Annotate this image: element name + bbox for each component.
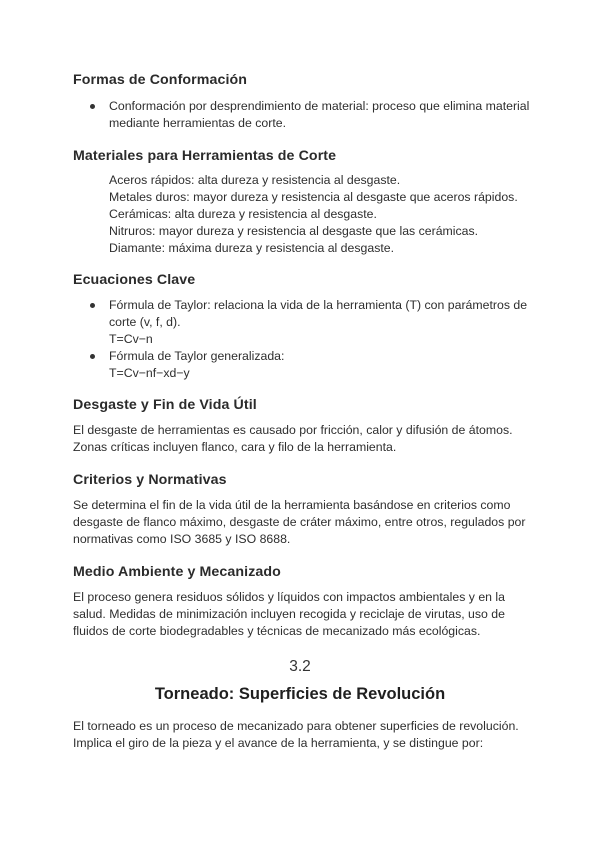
section-number: 3.2 xyxy=(289,658,311,675)
material-line: Cerámicas: alta dureza y resistencia al desgaste. xyxy=(109,207,377,221)
paragraph-medio: El proceso genera residuos sólidos y líquidos con impactos ambientales y en la salud. Medidas de minimización incluyen recogida y reciclaje de virutas, uso de fluidos de corte biodegradables y técnicas de mecanizado más ecológicas. xyxy=(73,590,505,638)
chapter-title: Torneado: Superficies de Revolución xyxy=(154,685,446,703)
list-item xyxy=(73,348,543,382)
heading-materiales: Materiales para Herramientas de Corte xyxy=(73,148,337,164)
bullet-icon xyxy=(90,104,95,109)
paragraph-desgaste: El desgaste de herramientas es causado por fricción, calor y difusión de átomos. Zonas críticas incluyen flanco, cara y filo de la herramienta. xyxy=(73,423,513,454)
equation: T=Cv−n xyxy=(109,332,153,346)
list-item-text: Fórmula de Taylor: relaciona la vida de la herramienta (T) con parámetros de corte (v, f, d). xyxy=(109,298,528,329)
list-item xyxy=(73,297,543,348)
list-item-text: Fórmula de Taylor generalizada: xyxy=(109,349,285,363)
paragraph-criterios: Se determina el fin de la vida útil de la herramienta basándose en criterios como desgaste de flanco máximo, desgaste de cráter máximo, entre otros, regulados por normativas como ISO 3685 y ISO 8688. xyxy=(73,498,526,546)
bullet-icon xyxy=(90,354,95,359)
heading-criterios: Criterios y Normativas xyxy=(73,472,227,488)
paragraph-intro: El torneado es un proceso de mecanizado para obtener superficies de revolución. Implica el giro de la pieza y el avance de la herramienta, y se distingue por: xyxy=(73,719,519,750)
list-formas xyxy=(73,98,543,132)
material-line: Nitruros: mayor dureza y resistencia al desgaste que las cerámicas. xyxy=(109,224,479,238)
material-line: Aceros rápidos: alta dureza y resistencia al desgaste. xyxy=(109,173,401,187)
heading-desgaste: Desgaste y Fin de Vida Útil xyxy=(73,397,257,413)
heading-ecuaciones: Ecuaciones Clave xyxy=(73,272,196,288)
list-item xyxy=(73,98,543,132)
materiales-lines xyxy=(109,172,549,257)
heading-formas: Formas de Conformación xyxy=(73,72,248,88)
list-ecuaciones xyxy=(73,297,543,382)
list-item-text: Conformación por desprendimiento de material: proceso que elimina material mediante herramientas de corte. xyxy=(109,99,530,130)
equation: T=Cv−nf−xd−y xyxy=(109,366,190,380)
material-line: Metales duros: mayor dureza y resistencia al desgaste que aceros rápidos. xyxy=(109,190,518,204)
heading-medio: Medio Ambiente y Mecanizado xyxy=(73,564,281,580)
bullet-icon xyxy=(90,303,95,308)
material-line: Diamante: máxima dureza y resistencia al desgaste. xyxy=(109,241,395,255)
